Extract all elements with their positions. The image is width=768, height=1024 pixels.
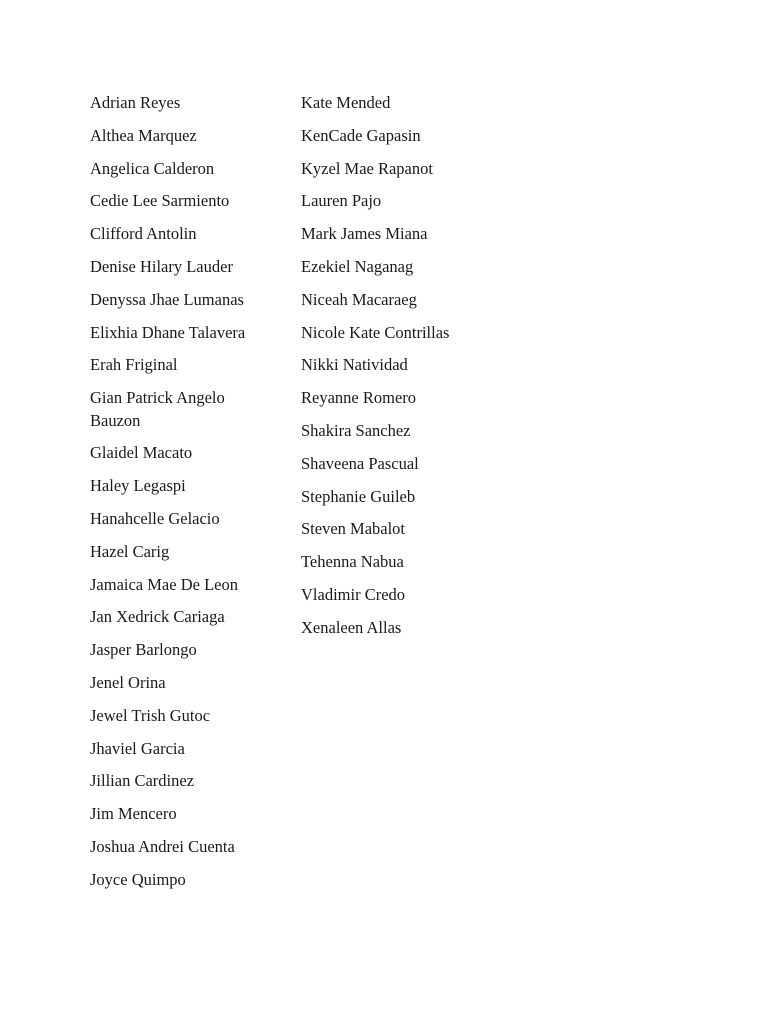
name-item: Shaveena Pascual <box>301 453 419 473</box>
name-item: Lauren Pajo <box>301 191 382 211</box>
name-item: Jasper Barlongo <box>90 640 197 660</box>
names-list-left <box>90 92 265 902</box>
name-item: Angelica Calderon <box>90 158 215 178</box>
name-item: Jillian Cardinez <box>90 771 195 791</box>
name-item: Jim Mencero <box>90 804 177 824</box>
name-item: Joyce Quimpo <box>90 869 186 889</box>
name-item: Nicole Kate Contrillas <box>301 322 450 342</box>
name-item: Cedie Lee Sarmiento <box>90 191 230 211</box>
name-item: Elixhia Dhane Talavera <box>90 322 246 342</box>
name-item: Clifford Antolin <box>90 224 197 244</box>
name-item: Hazel Carig <box>90 541 170 561</box>
name-item: Jenel Orina <box>90 673 166 693</box>
name-item: Vladimir Credo <box>301 584 406 604</box>
name-item: Kyzel Mae Rapanot <box>301 158 433 178</box>
name-item: Mark James Miana <box>301 224 428 244</box>
name-item: Denise Hilary Lauder <box>90 256 233 276</box>
name-item: Joshua Andrei Cuenta <box>90 837 235 857</box>
name-item: Jhaviel Garcia <box>90 738 185 758</box>
name-item: Niceah Macaraeg <box>301 289 417 309</box>
name-item: Hanahcelle Gelacio <box>90 509 220 529</box>
name-item: Kate Mended <box>301 93 391 112</box>
names-list-right <box>301 92 501 650</box>
name-item: Glaidel Macato <box>90 443 193 463</box>
name-item: Stephanie Guileb <box>301 486 416 506</box>
name-item: Xenaleen Allas <box>301 617 402 637</box>
name-item: Jewel Trish Gutoc <box>90 705 211 725</box>
name-item: Denyssa Jhae Lumanas <box>90 289 244 309</box>
name-item: Shakira Sanchez <box>301 420 411 440</box>
name-item: Althea Marquez <box>90 125 197 145</box>
name-item: KenCade Gapasin <box>301 125 421 145</box>
name-item: Reyanne Romero <box>301 388 417 408</box>
name-item: Gian Patrick Angelo Bauzon <box>90 388 225 430</box>
name-item: Jamaica Mae De Leon <box>90 574 238 594</box>
name-item: Tehenna Nabua <box>301 552 404 572</box>
name-item: Haley Legaspi <box>90 476 186 496</box>
name-item: Adrian Reyes <box>90 93 181 112</box>
name-item: Jan Xedrick Cariaga <box>90 607 225 627</box>
name-item: Ezekiel Naganag <box>301 256 414 276</box>
name-item: Nikki Natividad <box>301 355 408 375</box>
name-item: Steven Mabalot <box>301 519 406 539</box>
name-item: Erah Friginal <box>90 355 178 375</box>
